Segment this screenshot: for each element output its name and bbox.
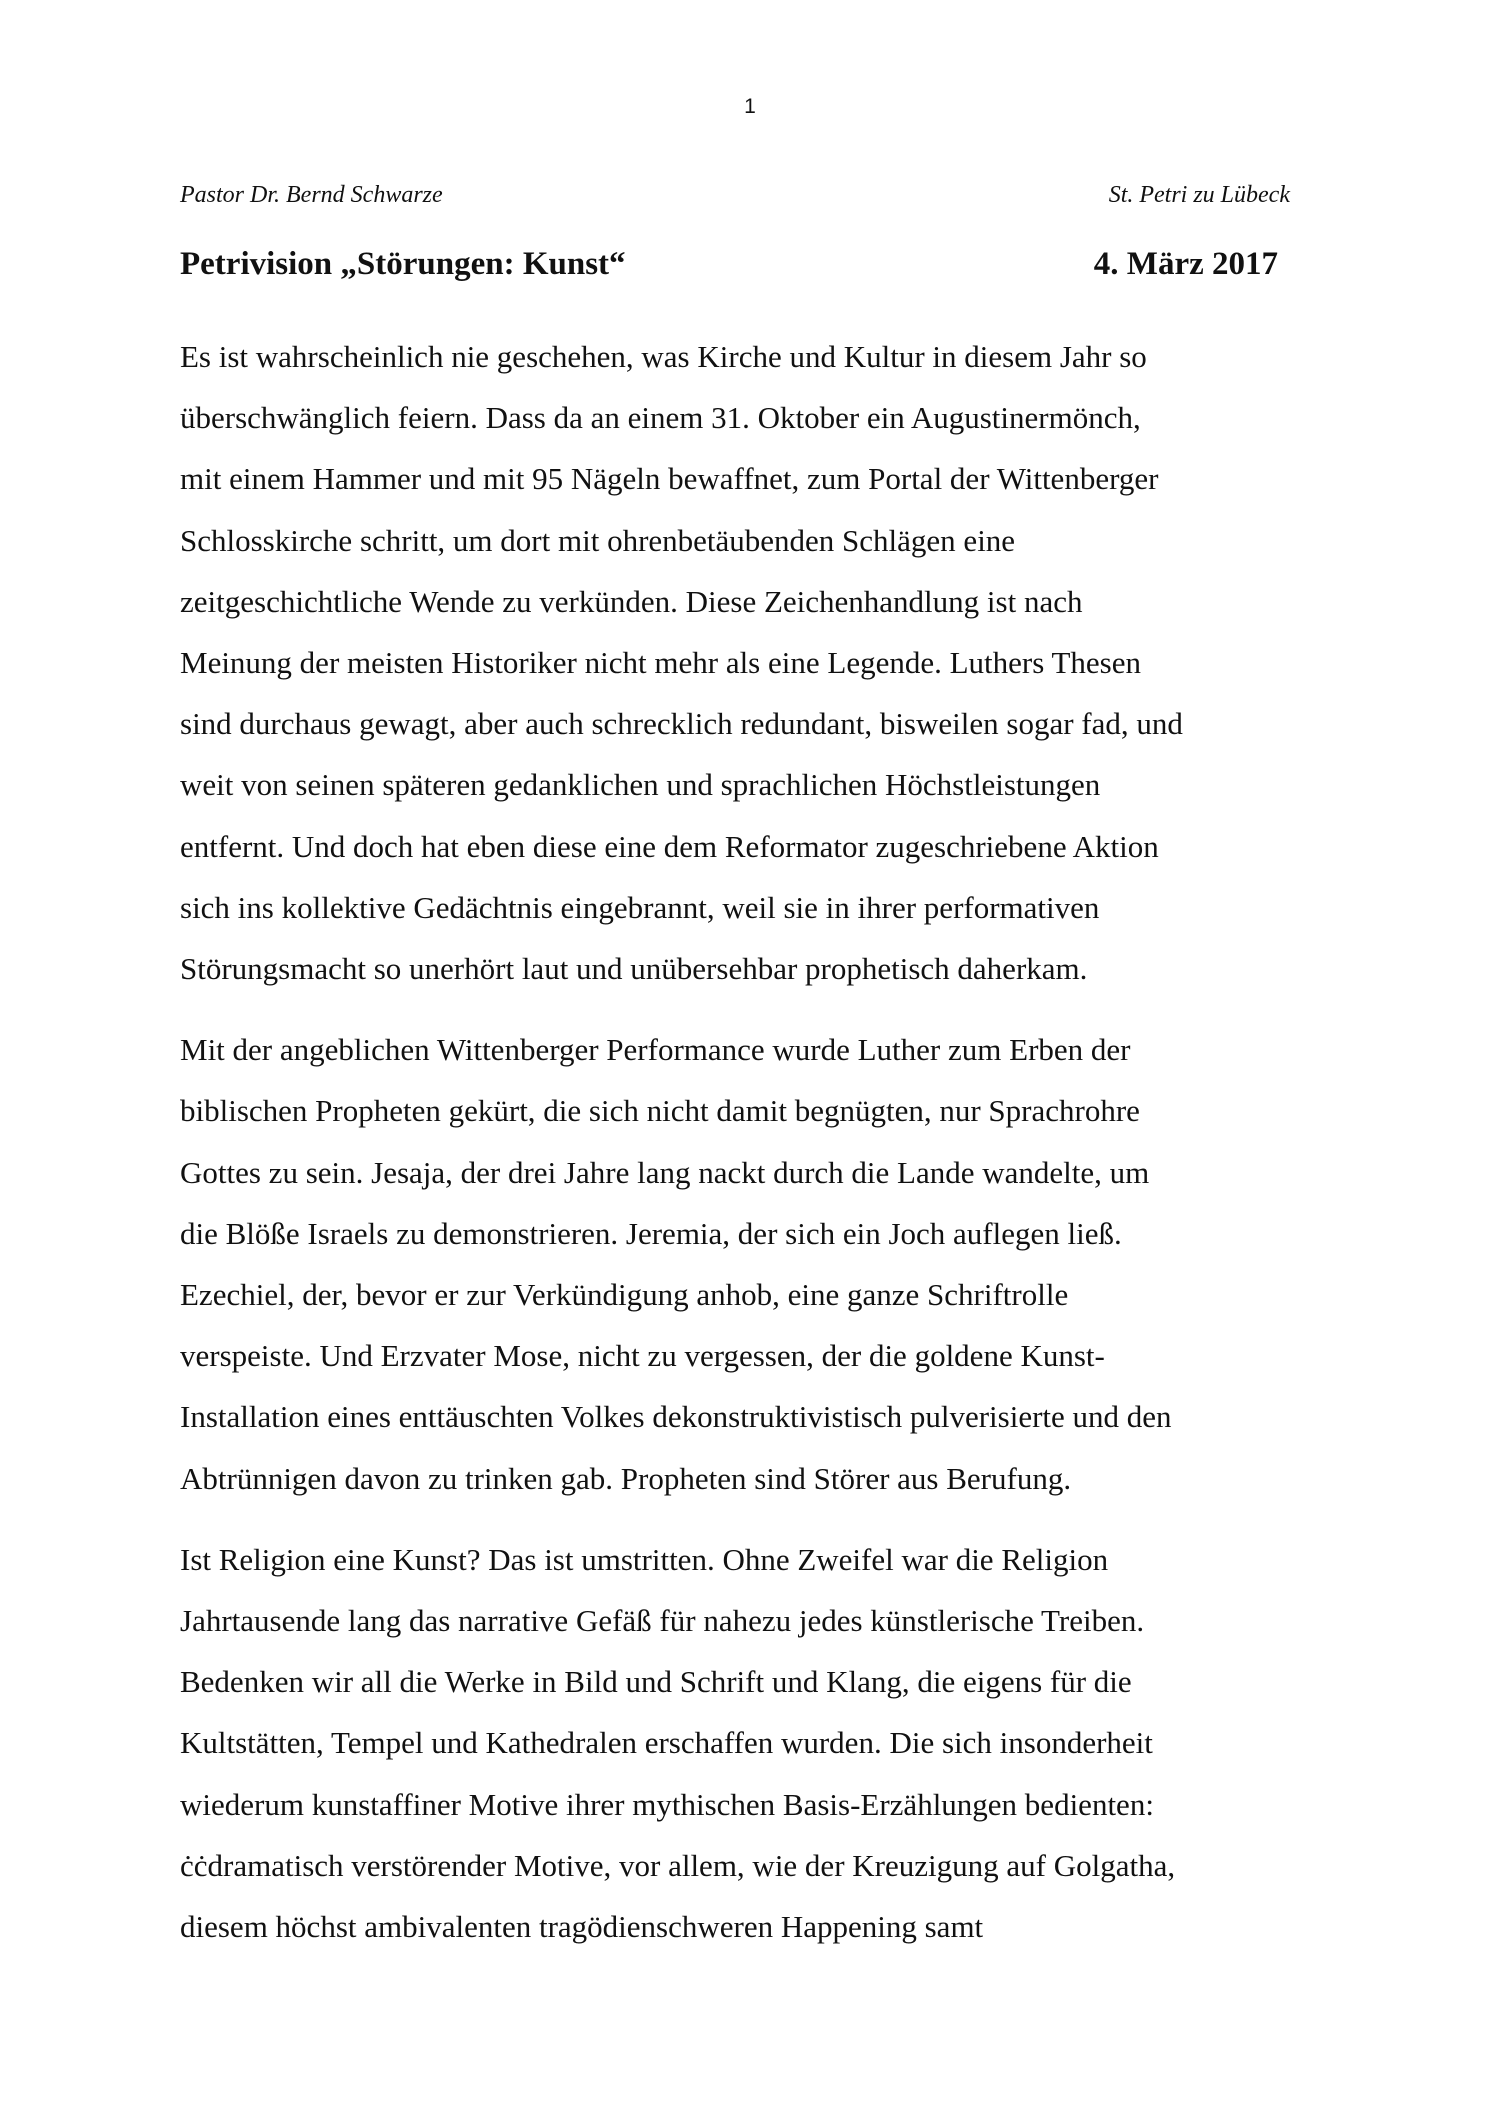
text-line: Abtrünnigen davon zu trinken gab. Propheten sind Störer aus Berufung. [180,1460,1072,1496]
text-line: ċċdramatisch verstörender Motive, vor allem, wie der Kreuzigung auf Golgatha, [180,1847,1176,1883]
text-line: sich ins kollektive Gedächtnis eingebrannt, weil sie in ihrer performativen [180,889,1100,925]
text-line: Es ist wahrscheinlich nie geschehen, was Kirche und Kultur in diesem Jahr so [180,339,1147,374]
text-line: Schlosskirche schritt, um dort mit ohrenbetäubenden Schlägen eine [180,522,1016,558]
text-line: biblischen Propheten gekürt, die sich nicht damit begnügten, nur Sprachrohre [180,1093,1140,1129]
header-meta [180,180,1290,210]
text-line: verspeiste. Und Erzvater Mose, nicht zu vergessen, der die goldene Kunst- [180,1338,1105,1374]
body-text [180,326,1340,1977]
text-line: Ist Religion eine Kunst? Das ist umstritten. Ohne Zweifel war die Religion [180,1541,1109,1577]
text-line: zeitgeschichtliche Wende zu verkünden. Diese Zeichenhandlung ist nach [180,583,1083,619]
author-name: Pastor Dr. Bernd Schwarze [180,182,443,208]
text-line: Ezechiel, der, bevor er zur Verkündigung anhob, eine ganze Schriftrolle [180,1277,1069,1313]
text-line: die Blöße Israels zu demonstrieren. Jeremia, der sich ein Joch auflegen ließ. [180,1215,1122,1251]
text-line: wiederum kunstaffiner Motive ihrer mythischen Basis-Erzählungen bedienten: [180,1786,1154,1822]
text-line: weit von seinen späteren gedanklichen und sprachlichen Höchstleistungen [180,767,1101,803]
text-line: Gottes zu sein. Jesaja, der drei Jahre lang nackt durch die Lande wandelte, um [180,1154,1150,1190]
document-date: 4. März 2017 [1093,246,1278,282]
church-name: St. Petri zu Lübeck [1108,182,1290,208]
document-title: Petrivision „Störungen: Kunst“ [180,246,626,282]
text-line: Mit der angeblichen Wittenberger Performance wurde Luther zum Erben der [180,1032,1131,1068]
text-line: mit einem Hammer und mit 95 Nägeln bewaffnet, zum Portal der Wittenberger [180,461,1159,497]
text-line: diesem höchst ambivalenten tragödienschweren Happening samt [180,1909,984,1945]
paragraph [180,326,1340,999]
text-line: Meinung der meisten Historiker nicht mehr als eine Legende. Luthers Thesen [180,645,1141,681]
text-line: sind durchaus gewagt, aber auch schrecklich redundant, bisweilen sogar fad, und [180,706,1183,742]
page-number: 1 [744,95,756,118]
text-line: Jahrtausende lang das narrative Gefäß für nahezu jedes künstlerische Treiben. [180,1603,1145,1639]
header-title-row [180,244,1278,284]
text-line: Störungsmacht so unerhört laut und unübersehbar prophetisch daherkam. [180,951,1088,987]
paragraph [180,1019,1340,1509]
text-line: entfernt. Und doch hat eben diese eine dem Reformator zugeschriebene Aktion [180,828,1159,864]
text-line: Bedenken wir all die Werke in Bild und Schrift und Klang, die eigens für die [180,1664,1132,1700]
text-line: überschwänglich feiern. Dass da an einem 31. Oktober ein Augustinermönch, [180,400,1141,436]
paragraph [180,1529,1340,1957]
text-line: Installation eines enttäuschten Volkes dekonstruktivistisch pulverisierte und den [180,1399,1172,1435]
text-line: Kultstätten, Tempel und Kathedralen erschaffen wurden. Die sich insonderheit [180,1725,1153,1761]
